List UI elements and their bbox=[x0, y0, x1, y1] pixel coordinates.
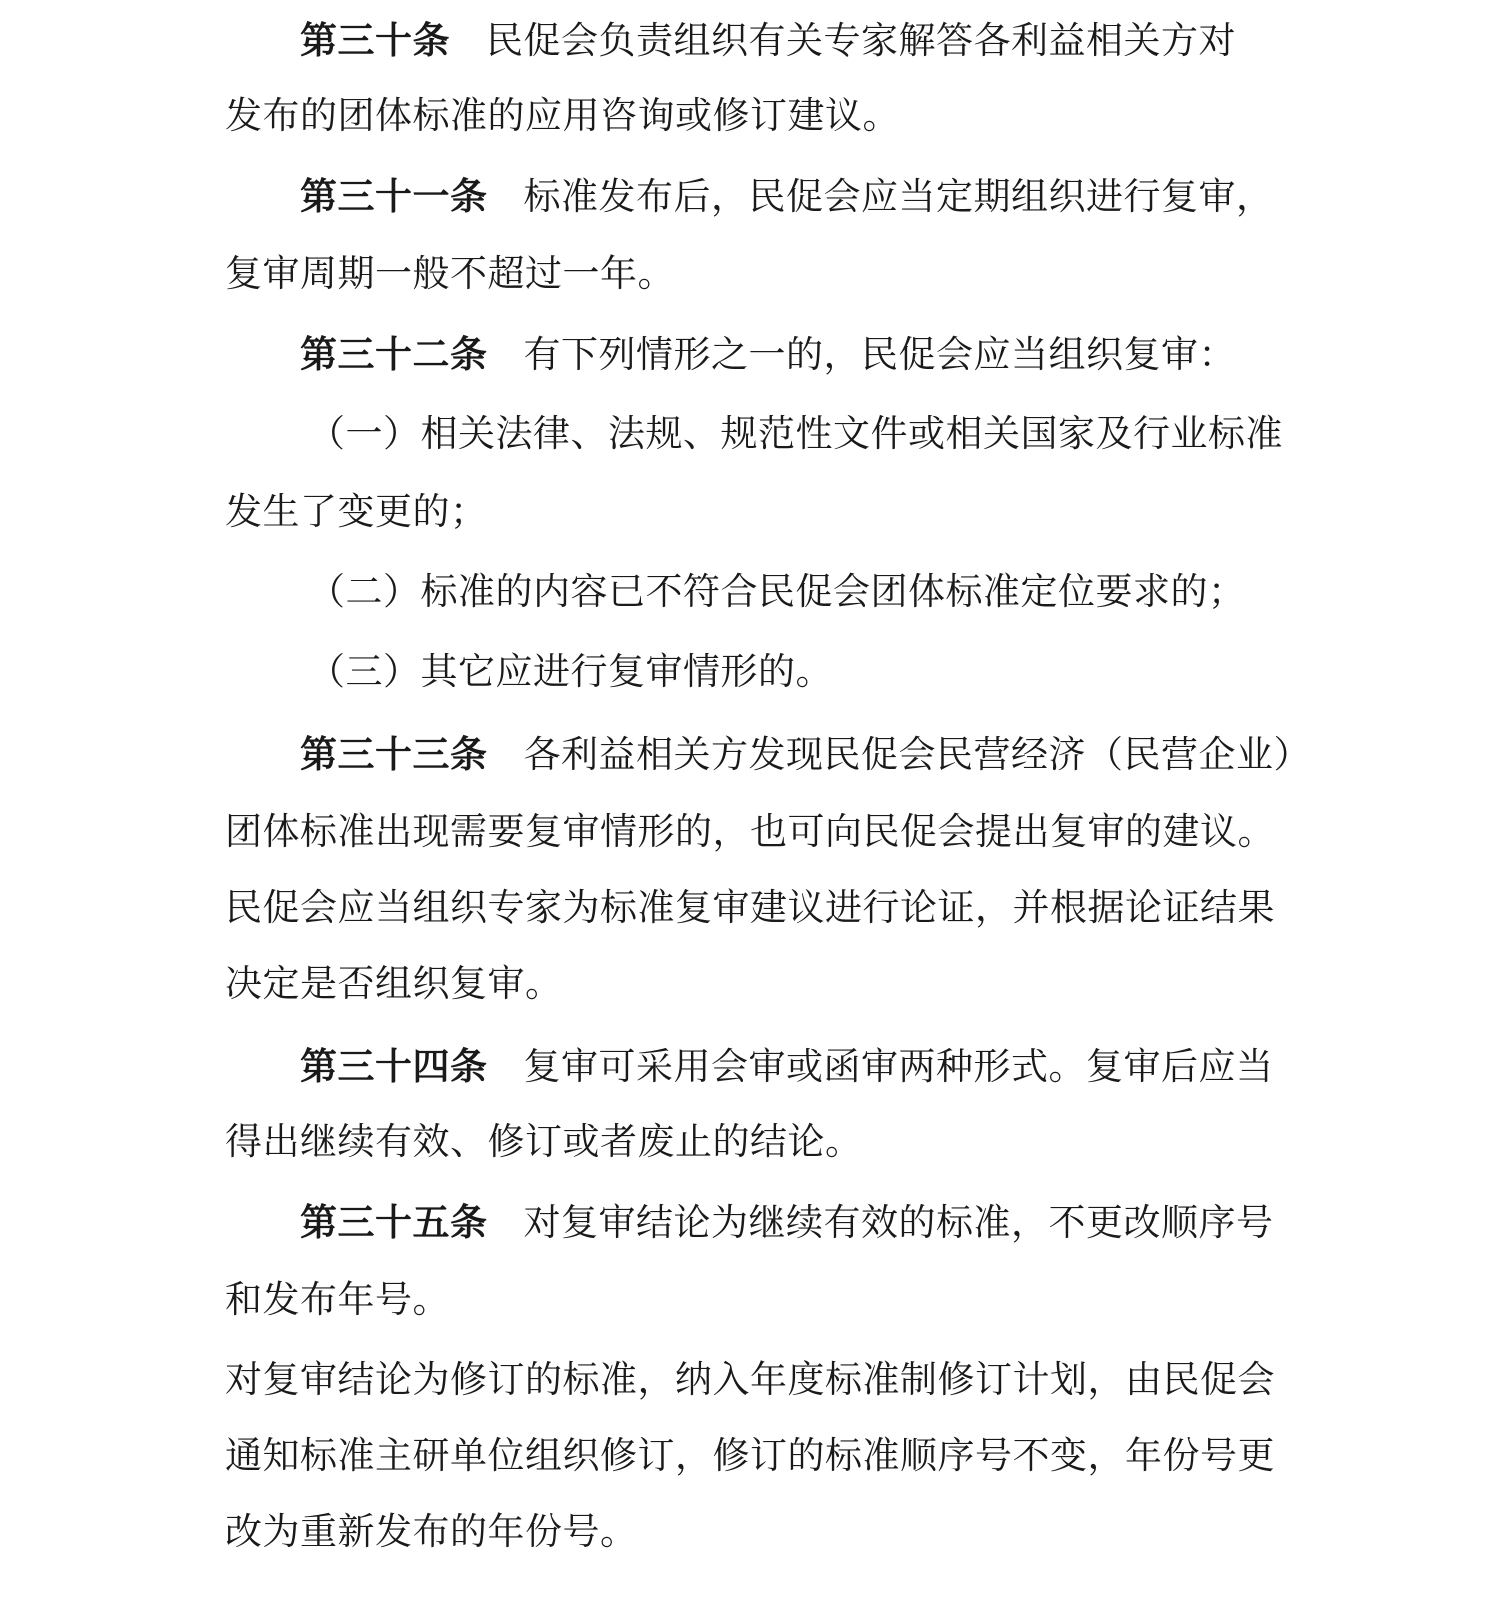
article-30-title: 第三十条 bbox=[300, 18, 450, 62]
article-30-line-2: 发布的团体标准的应用咨询或修订建议。 bbox=[225, 94, 900, 137]
article-30-text-1: 民促会负责组织有关专家解答各利益相关方对 bbox=[486, 19, 1236, 62]
article-32-item-3: （三）其它应进行复审情形的。 bbox=[308, 650, 833, 693]
article-31-line-1 bbox=[300, 174, 1274, 218]
article-34-title: 第三十四条 bbox=[300, 1044, 488, 1088]
article-34-line-1 bbox=[300, 1044, 1274, 1088]
article-32-item-1-line-1: （一）相关法律、法规、规范性文件或相关国家及行业标准 bbox=[308, 412, 1283, 455]
article-34-text-1: 复审可采用会审或函审两种形式。复审后应当 bbox=[523, 1045, 1274, 1088]
article-35-text-1: 对复审结论为继续有效的标准，不更改顺序号 bbox=[523, 1201, 1274, 1244]
article-30-line-1 bbox=[300, 18, 1236, 62]
article-31-title: 第三十一条 bbox=[300, 174, 488, 218]
article-31-line-2: 复审周期一般不超过一年。 bbox=[225, 252, 675, 295]
article-32-item-2: （二）标准的内容已不符合民促会团体标准定位要求的； bbox=[308, 570, 1246, 613]
article-34-line-2: 得出继续有效、修订或者废止的结论。 bbox=[225, 1120, 863, 1163]
article-32-text-1: 有下列情形之一的，民促会应当组织复审： bbox=[523, 333, 1236, 376]
article-33-text-1: 各利益相关方发现民促会民营经济（民营企业） bbox=[523, 733, 1311, 776]
article-33-line-3: 民促会应当组织专家为标准复审建议进行论证，并根据论证结果 bbox=[225, 886, 1275, 929]
article-33-line-1 bbox=[300, 732, 1311, 776]
article-32-title: 第三十二条 bbox=[300, 332, 488, 376]
article-35-line-3: 对复审结论为修订的标准，纳入年度标准制修订计划，由民促会 bbox=[225, 1358, 1275, 1401]
article-31-text-1: 标准发布后，民促会应当定期组织进行复审， bbox=[523, 175, 1274, 218]
article-35-line-2: 和发布年号。 bbox=[225, 1278, 450, 1321]
article-33-title: 第三十三条 bbox=[300, 732, 488, 776]
article-33-line-2: 团体标准出现需要复审情形的，也可向民促会提出复审的建议。 bbox=[225, 810, 1275, 853]
article-35-title: 第三十五条 bbox=[300, 1200, 488, 1244]
article-32-item-1-line-2: 发生了变更的； bbox=[225, 490, 488, 533]
article-32-line-1 bbox=[300, 332, 1236, 376]
article-35-line-4: 通知标准主研单位组织修订，修订的标准顺序号不变，年份号更 bbox=[225, 1434, 1275, 1477]
article-33-line-4: 决定是否组织复审。 bbox=[225, 962, 563, 1005]
article-35-line-1 bbox=[300, 1200, 1274, 1244]
article-35-line-5: 改为重新发布的年份号。 bbox=[225, 1510, 638, 1553]
